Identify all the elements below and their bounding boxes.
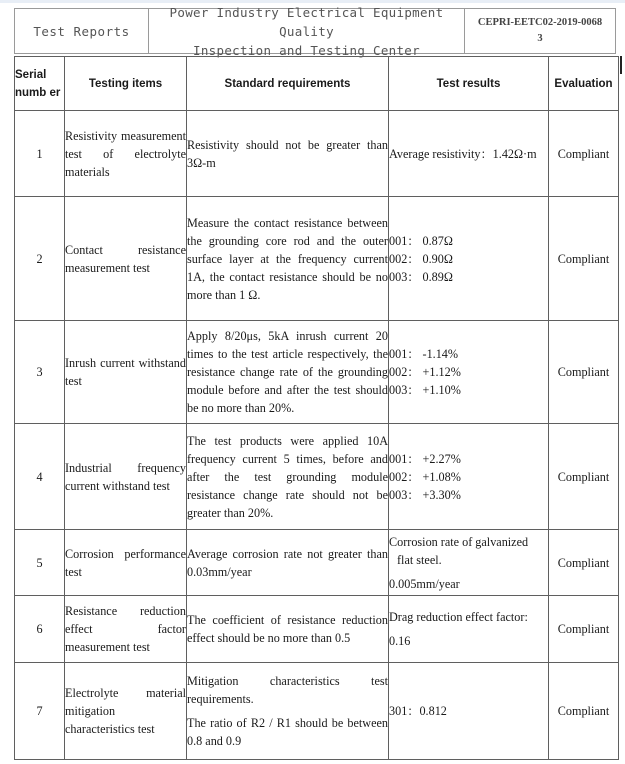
test-results-table bbox=[14, 56, 619, 760]
report-code: CEPRI-EETC02-2019-0068 bbox=[477, 17, 603, 28]
column-header-serial: Serial numb er bbox=[15, 57, 65, 111]
testing-item: Resistance reduction effect factor measurement test bbox=[65, 596, 187, 663]
serial-number: 6 bbox=[15, 596, 65, 663]
result-sample-002: 002： +1.08% bbox=[389, 469, 461, 484]
serial-number: 3 bbox=[15, 321, 65, 424]
table-header-row bbox=[15, 57, 619, 111]
standard-requirement: Resistivity should not be greater than 3Ω-m bbox=[187, 111, 389, 197]
table-row bbox=[15, 321, 619, 424]
standard-requirement: The coefficient of resistance reduction effect should be no more than 0.5 bbox=[187, 596, 389, 663]
table-row bbox=[15, 197, 619, 321]
serial-number: 4 bbox=[15, 424, 65, 530]
serial-number: 5 bbox=[15, 530, 65, 596]
table-row bbox=[15, 424, 619, 530]
evaluation: Compliant bbox=[549, 197, 619, 321]
table-row bbox=[15, 596, 619, 663]
result-sample-001: 001： +2.27% bbox=[389, 451, 461, 466]
result-sample-001: 001： -1.14% bbox=[389, 347, 459, 361]
standard-requirement: The test products were applied 10A frequency current 5 times, before and after the test grounding module resistance change rate should not be greater than 20%. bbox=[187, 424, 389, 530]
testing-item: Resistivity measurement test of electrolyte materials bbox=[65, 111, 187, 197]
result-text-line2: flat steel. bbox=[397, 552, 442, 567]
header-institution-line1: Power Industry Electrical Equipment Quality bbox=[169, 4, 444, 39]
report-header bbox=[14, 4, 616, 58]
standard-requirement bbox=[187, 663, 389, 760]
result-value: 0.005mm/year bbox=[389, 576, 460, 591]
table-row bbox=[15, 530, 619, 596]
standard-requirement: Apply 8/20μs, 5kA inrush current 20 times to the test article respectively, the resistance change rate of the grounding module before and after the test should be no more than 20%. bbox=[187, 321, 389, 424]
test-result: Average resistivity：1.42Ω·m bbox=[389, 111, 549, 197]
result-text-line1: Drag reduction effect factor: bbox=[389, 610, 528, 624]
result-sample-003: 003： +1.10% bbox=[389, 383, 461, 397]
result-value: 0.16 bbox=[389, 634, 411, 648]
result-sample-003: 003： +3.30% bbox=[389, 487, 461, 502]
standard-requirement: Measure the contact resistance between the grounding core rod and the outer surface layer at the frequency current 1A, the contact resistance should be no more than 1 Ω. bbox=[187, 197, 389, 321]
header-label: Test Reports bbox=[15, 9, 149, 53]
report-page-number: 3 bbox=[537, 33, 543, 44]
evaluation: Compliant bbox=[549, 596, 619, 663]
column-header-evaluation: Evaluation bbox=[549, 57, 619, 111]
evaluation: Compliant bbox=[549, 111, 619, 197]
test-result bbox=[389, 197, 549, 321]
standard-text-line2: The ratio of R2 / R1 should be between 0.8 and 0.9 bbox=[187, 716, 388, 748]
column-header-standard-requirements: Standard requirements bbox=[187, 57, 389, 111]
testing-item: Electrolyte material mitigation characteristics test bbox=[65, 663, 187, 760]
result-sample-001: 001： 0.87Ω bbox=[389, 233, 453, 248]
header-report-code bbox=[465, 9, 615, 53]
evaluation: Compliant bbox=[549, 530, 619, 596]
table-row bbox=[15, 111, 619, 197]
standard-requirement: Average corrosion rate not greater than 0.03mm/year bbox=[187, 530, 389, 596]
header-institution bbox=[149, 4, 465, 58]
evaluation: Compliant bbox=[549, 663, 619, 760]
column-header-test-results: Test results bbox=[389, 57, 549, 111]
test-result: 301：0.812 bbox=[389, 663, 549, 760]
table-row bbox=[15, 663, 619, 760]
testing-item: Contact resistance measurement test bbox=[65, 197, 187, 321]
result-text-line1: Corrosion rate of galvanized bbox=[389, 534, 529, 549]
header-institution-line2: Inspection and Testing Center bbox=[193, 42, 420, 58]
result-sample-002: 002： 0.90Ω bbox=[389, 251, 453, 266]
evaluation: Compliant bbox=[549, 321, 619, 424]
standard-text-line1: Mitigation characteristics test requirements. bbox=[187, 674, 388, 706]
serial-number: 2 bbox=[15, 197, 65, 321]
testing-item: Inrush current withstand test bbox=[65, 321, 187, 424]
serial-number: 1 bbox=[15, 111, 65, 197]
edge-marker bbox=[620, 56, 622, 74]
test-result bbox=[389, 424, 549, 530]
serial-number: 7 bbox=[15, 663, 65, 760]
test-result bbox=[389, 596, 549, 663]
result-sample-002: 002： +1.12% bbox=[389, 365, 461, 379]
testing-item: Corrosion performance test bbox=[65, 530, 187, 596]
column-header-testing-items: Testing items bbox=[65, 57, 187, 111]
evaluation: Compliant bbox=[549, 424, 619, 530]
testing-item: Industrial frequency current withstand test bbox=[65, 424, 187, 530]
result-sample-003: 003： 0.89Ω bbox=[389, 269, 453, 284]
test-result bbox=[389, 321, 549, 424]
test-result bbox=[389, 530, 549, 596]
